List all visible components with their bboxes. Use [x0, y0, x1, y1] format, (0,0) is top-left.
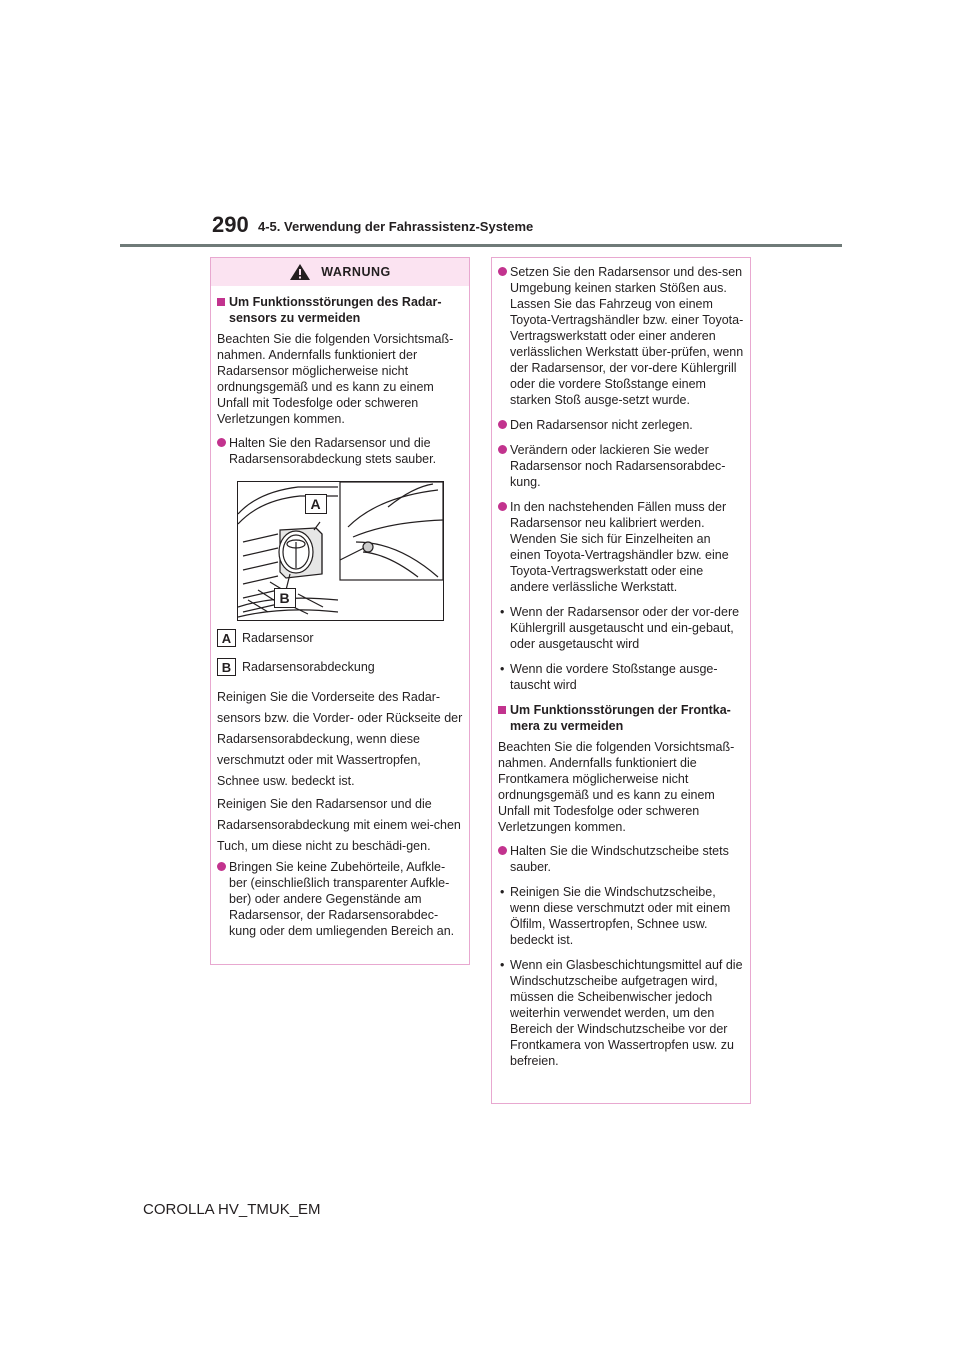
legend-key-b: B	[217, 658, 236, 676]
round-bullet-icon	[498, 420, 507, 429]
sub-bumper-text: Wenn die vordere Stoßstange ausge-tauscht wird	[510, 662, 718, 692]
figure-label-b: B	[274, 588, 296, 608]
grille-drawing	[238, 482, 443, 620]
sub-item-bumper	[498, 661, 744, 693]
square-bullet-icon	[498, 706, 506, 714]
warning-box	[210, 257, 470, 965]
page-number: 290	[212, 212, 249, 237]
bullet-impacts-text: Setzen Sie den Radarsensor und des-sen Umgebung keinen starken Stößen aus. Lassen Sie das Fahrzeug von einem Toyota-Vertragshändler bzw. einer Toyota-Vertragswerkstatt oder einer anderen verlässlichen Werkstatt über-prüfen, wenn der Radarsensor, der vor-dere Kühlergrill oder die vordere Stoßstange einem starken Stoß ausge-setzt wurde.	[510, 265, 744, 407]
sub-grill-text: Wenn der Radarsensor oder der vor-dere Kühlergrill ausgetauscht und ein-gebaut, oder ausgetauscht wird	[510, 605, 740, 651]
sub-bullet-mark: •	[500, 605, 505, 619]
round-bullet-icon	[498, 502, 507, 511]
bullet-recalibrate-text: In den nachstehenden Fällen muss der Radarsensor neu kalibriert werden. Wenden Sie sich für Einzelheiten an einen Toyota-Vertragshändler bzw. eine Toyota-Vertragswerkstatt oder eine andere verlässliche Werkstatt.	[510, 500, 729, 594]
round-bullet-icon	[498, 267, 507, 276]
round-bullet-icon	[498, 445, 507, 454]
legend-text-b: Radarsensorabdeckung	[242, 660, 375, 674]
legend-item-a	[217, 629, 463, 647]
bullet-windshield	[498, 843, 744, 875]
warning-box-continued	[491, 257, 751, 1104]
camera-intro: Beachten Sie die folgenden Vorsichtsmaß-nahmen. Andernfalls funktioniert die Frontkamera möglicherweise nicht ordnungsgemäß und es kann zu einem Unfall mit Todesfolge oder schweren Verletzungen kommen.	[498, 740, 735, 834]
bullet-accessories-text: Bringen Sie keine Zubehörteile, Aufkle-ber (einschließlich transparenter Aufkle-ber) oder andere Gegenstände am Radarsensor, der Radarsensorabdec-kung oder dem umliegenden Bereich an.	[229, 860, 455, 938]
bullet-impacts	[498, 264, 744, 408]
bullet-disassemble	[498, 417, 744, 433]
bullet-modify	[498, 442, 744, 490]
bullet-clean-text: Halten Sie den Radarsensor und die Radarsensorabdeckung stets sauber.	[229, 436, 437, 466]
sub-coating-text: Wenn ein Glasbeschichtungsmittel auf die Windschutzscheibe aufgetragen wird, müssen die Scheibenwischer jedoch weiterhin verwendet werden, um den Bereich der Windschutzscheibe vor der Frontkamera von Wassertropfen usw. zu befreien.	[510, 958, 743, 1068]
bullet-modify-text: Verändern oder lackieren Sie weder Radarsensor noch Radarsensorabdec-kung.	[510, 443, 726, 489]
clean-cloth-text: Reinigen Sie den Radarsensor und die Radarsensorabdeckung mit einem wei-chen Tuch, um diese nicht zu beschädi-gen.	[217, 797, 461, 853]
round-bullet-icon	[498, 846, 507, 855]
bullet-windshield-text: Halten Sie die Windschutzscheibe stets sauber.	[510, 844, 729, 874]
legend-key-a: A	[217, 629, 236, 647]
clean-front-text: Reinigen Sie die Vorderseite des Radar-sensors bzw. die Vorder- oder Rückseite der Radarsensorabdeckung, wenn diese verschmutzt oder mit Wassertropfen, Schnee usw. bedeckt ist.	[217, 690, 463, 788]
section-title: 4-5. Verwendung der Fahrassistenz-Systeme	[258, 219, 534, 234]
sub-bullet-mark: •	[500, 885, 505, 899]
legend-text-a: Radarsensor	[242, 631, 314, 645]
figure-label-a: A	[305, 494, 327, 514]
camera-heading	[498, 702, 744, 734]
radar-intro: Beachten Sie die folgenden Vorsichtsmaß-nahmen. Andernfalls funktioniert der Radarsensor möglicherweise nicht ordnungsgemäß und es kann zu einem Unfall mit Todesfolge oder schweren Verletzungen kommen.	[217, 332, 454, 426]
round-bullet-icon	[217, 438, 226, 447]
radar-heading	[217, 294, 463, 326]
bullet-accessories	[217, 859, 463, 939]
round-bullet-icon	[217, 862, 226, 871]
bullet-disassemble-text: Den Radarsensor nicht zerlegen.	[510, 418, 693, 432]
sub-item-clean-windshield	[498, 884, 744, 948]
footer-model: COROLLA HV_TMUK_EM	[143, 1201, 321, 1218]
bullet-recalibrate	[498, 499, 744, 595]
bullet-clean	[217, 435, 463, 467]
radar-sensor-illustration	[237, 481, 444, 621]
header-divider	[120, 244, 842, 247]
warning-label: WARNUNG	[321, 265, 391, 279]
camera-heading-text: Um Funktionsstörungen der Frontka-mera zu vermeiden	[510, 703, 731, 733]
warning-triangle-icon	[289, 263, 311, 281]
sub-bullet-mark: •	[500, 662, 505, 676]
warning-header	[211, 258, 469, 286]
sub-bullet-mark: •	[500, 958, 505, 972]
legend-item-b	[217, 658, 463, 676]
sub-item-grill	[498, 604, 744, 652]
sub-clean-windshield-text: Reinigen Sie die Windschutzscheibe, wenn diese verschmutzt oder mit einem Ölfilm, Wassertropfen, Schnee usw. bedeckt ist.	[510, 885, 731, 947]
sub-item-coating	[498, 957, 744, 1069]
radar-heading-text: Um Funktionsstörungen des Radar-sensors zu vermeiden	[229, 295, 442, 325]
square-bullet-icon	[217, 298, 225, 306]
